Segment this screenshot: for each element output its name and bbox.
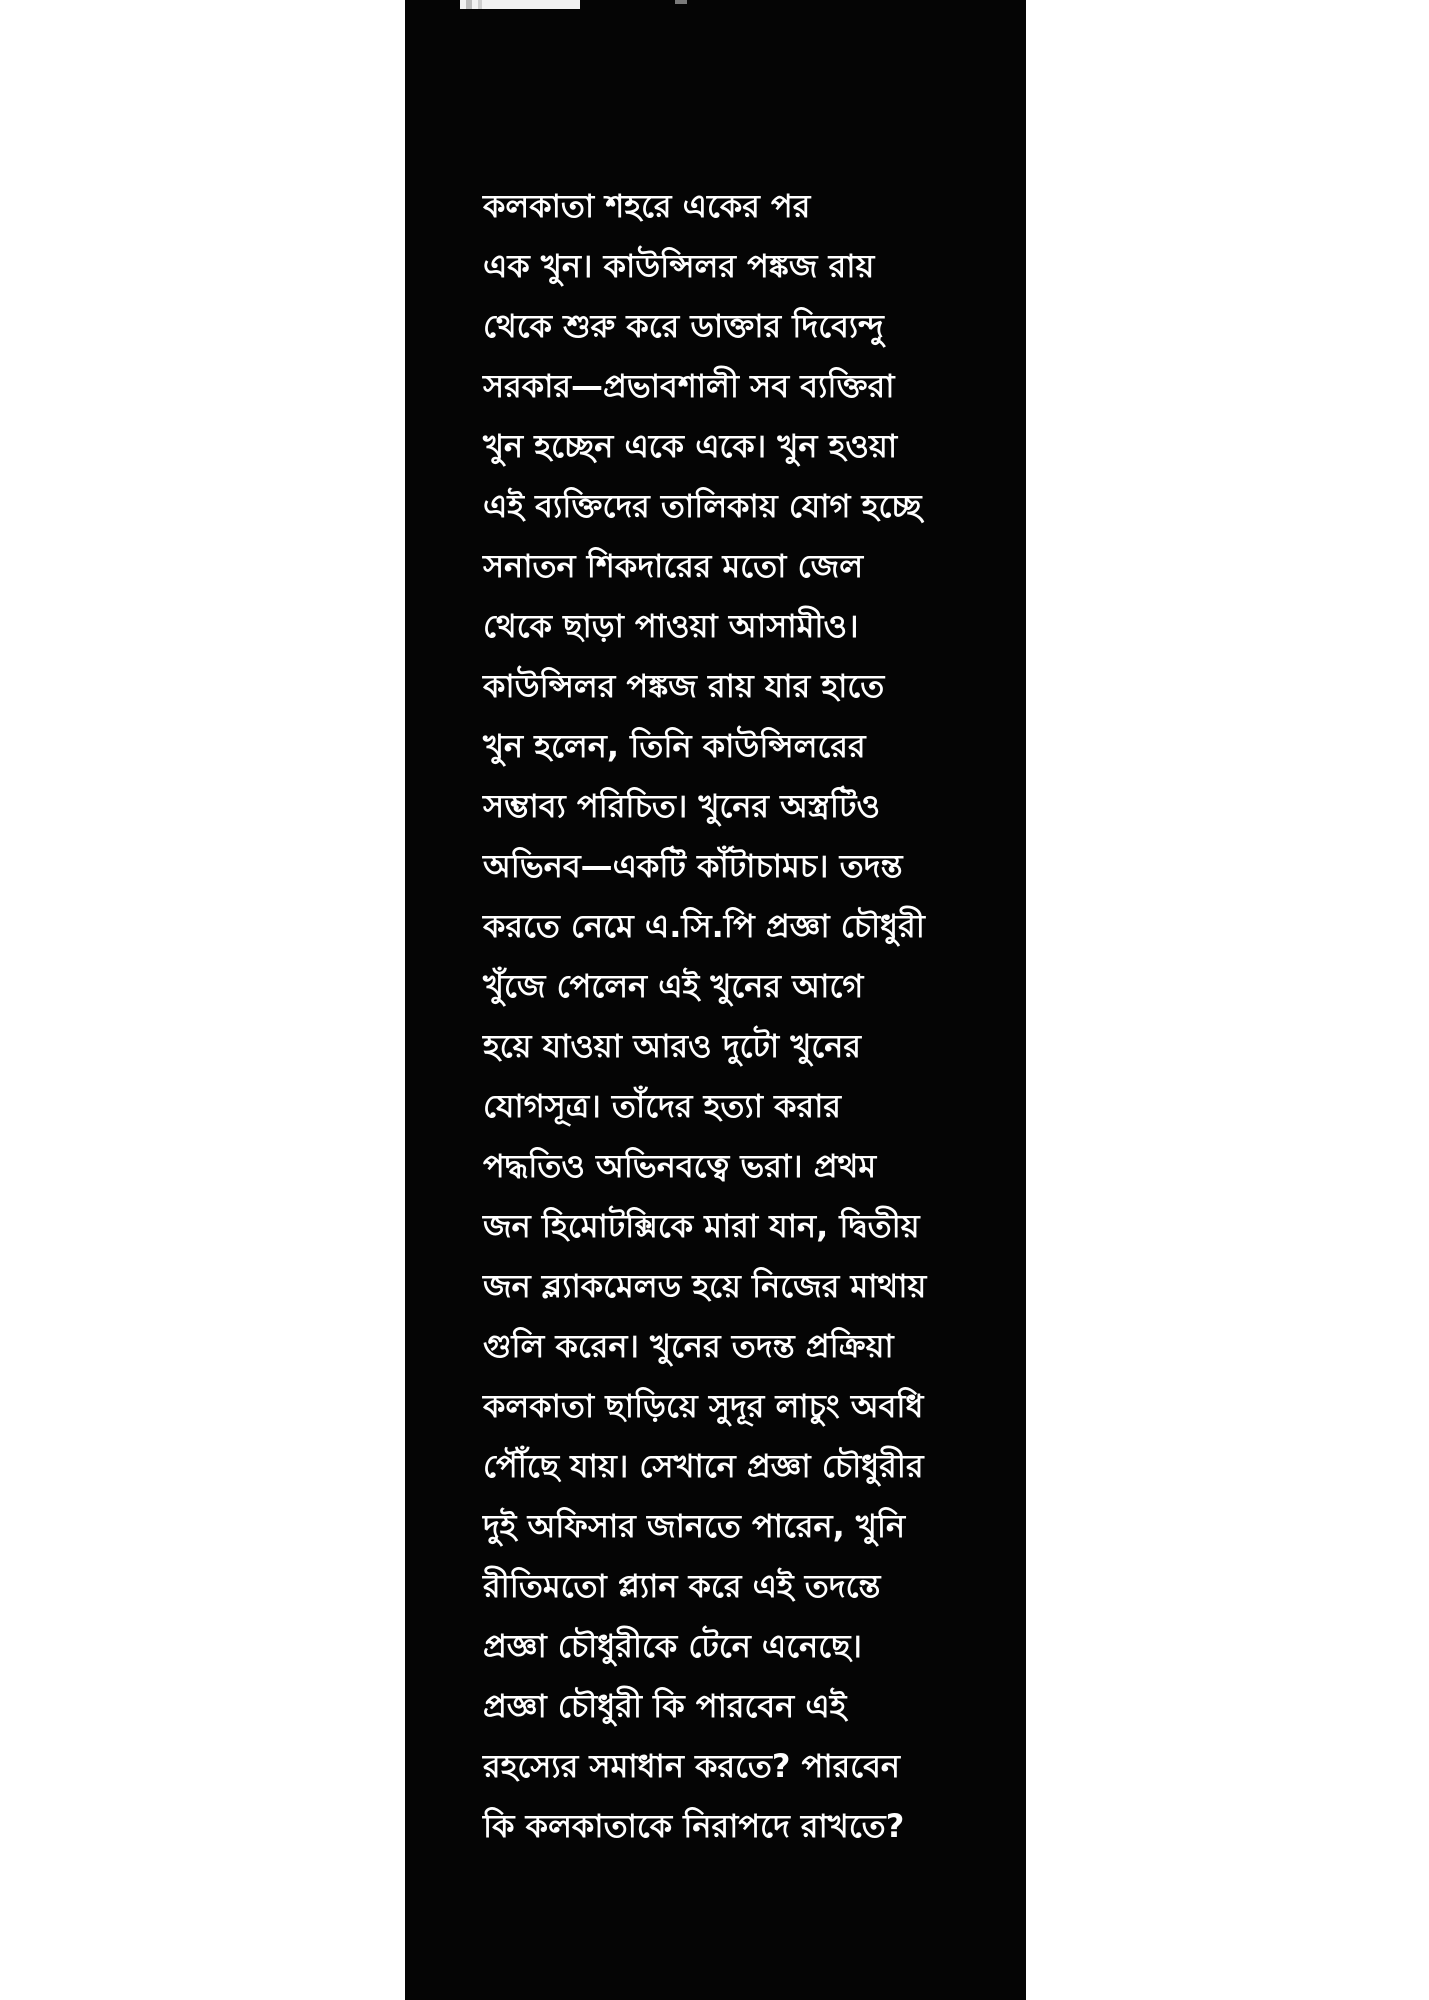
blurb-line: কলকাতা শহরে একের পর [483,187,811,225]
blurb-line: সরকার—প্রভাবশালী সব ব্যক্তিরা [483,367,895,405]
blurb-line: পৌঁছে যায়। সেখানে প্রজ্ঞা চৌধুরীর [483,1447,924,1485]
blurb-line: অভিনব—একটি কাঁটাচামচ। তদন্ত [483,847,903,885]
back-cover-flap [405,0,1026,2000]
blurb-paragraph-3 [483,1676,1003,1856]
blurb-line: কি কলকাতাকে নিরাপদে রাখতে? [483,1807,905,1845]
blurb-text [483,176,1003,1856]
blurb-line: কাউন্সিলর পঙ্কজ রায় যার হাতে [483,667,885,705]
blurb-line: যোগসূত্র। তাঁদের হত্যা করার [483,1087,841,1125]
blurb-line: খুঁজে পেলেন এই খুনের আগে [483,967,864,1005]
blurb-line: এক খুন। কাউন্সিলর পঙ্কজ রায় [483,247,875,285]
blurb-line: দুই অফিসার জানতে পারেন, খুনি [483,1507,906,1545]
top-strip-decoration [460,0,580,9]
blurb-paragraph-2 [483,656,1003,1676]
blurb-line: জন হিমোটক্সিকে মারা যান, দ্বিতীয় [483,1207,920,1245]
blurb-line: খুন হলেন, তিনি কাউন্সিলরের [483,727,866,765]
blurb-line: রহস্যের সমাধান করতে? পারবেন [483,1747,901,1785]
blurb-line: হয়ে যাওয়া আরও দুটো খুনের [483,1027,861,1065]
blurb-line: পদ্ধতিও অভিনবত্বে ভরা। প্রথম [483,1147,877,1185]
top-mark-decoration [675,0,687,4]
blurb-line: থেকে ছাড়া পাওয়া আসামীও। [483,607,859,645]
blurb-line: প্রজ্ঞা চৌধুরী কি পারবেন এই [483,1687,847,1725]
blurb-line: প্রজ্ঞা চৌধুরীকে টেনে এনেছে। [483,1627,862,1665]
blurb-line: থেকে শুরু করে ডাক্তার দিব্যেন্দু [483,307,884,345]
blurb-line: জন ব্ল্যাকমেলড হয়ে নিজের মাথায় [483,1267,927,1305]
blurb-line: করতে নেমে এ.সি.পি প্রজ্ঞা চৌধুরী [483,907,925,945]
blurb-line: কলকাতা ছাড়িয়ে সুদূর লাচুং অবধি [483,1387,924,1425]
blurb-paragraph-1 [483,176,1003,656]
blurb-line: গুলি করেন। খুনের তদন্ত প্রক্রিয়া [483,1327,894,1365]
blurb-line: খুন হচ্ছেন একে একে। খুন হওয়া [483,427,898,465]
blurb-line: সনাতন শিকদারের মতো জেল [483,547,864,585]
blurb-line: রীতিমতো প্ল্যান করে এই তদন্তে [483,1567,881,1605]
blurb-line: এই ব্যক্তিদের তালিকায় যোগ হচ্ছে [483,487,922,525]
blurb-line: সম্ভাব্য পরিচিত। খুনের অস্ত্রটিও [483,787,881,825]
